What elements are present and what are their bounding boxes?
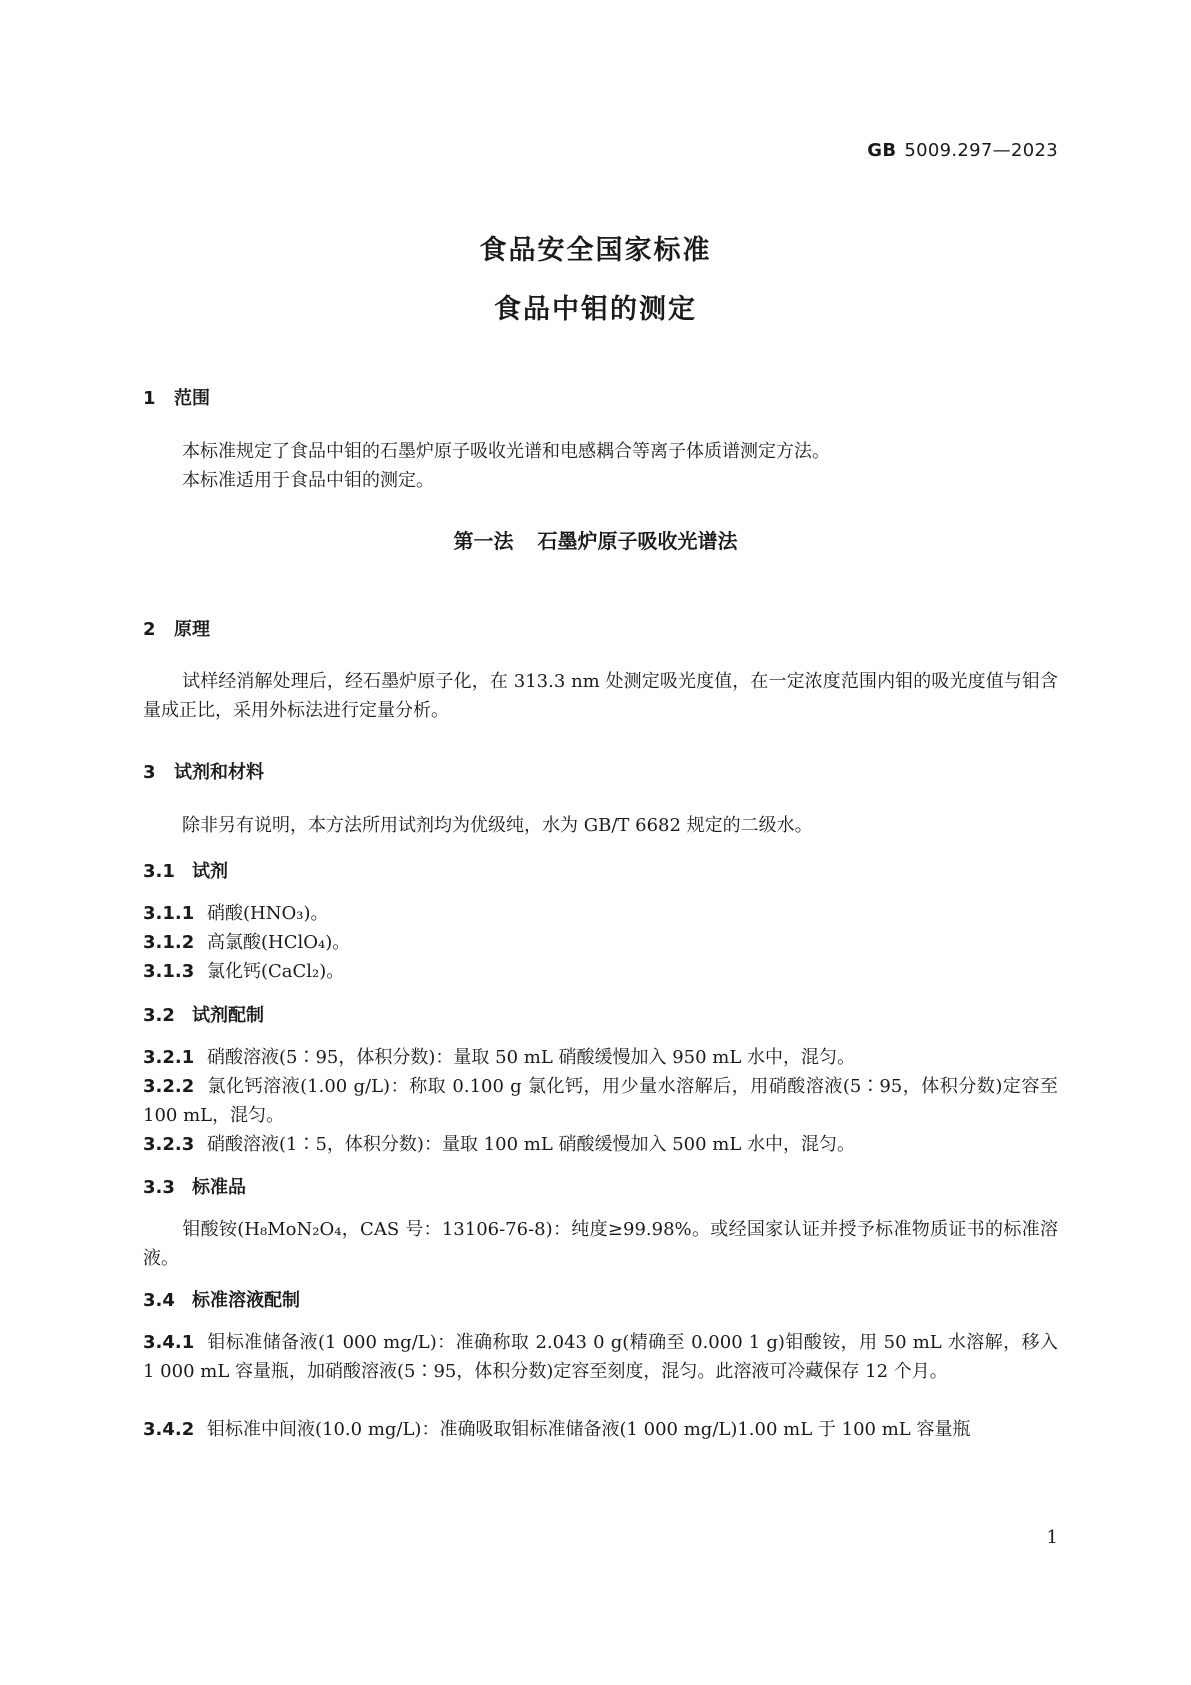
section-1-paragraph-2: 本标准适用于食品中钼的测定。 xyxy=(182,470,434,491)
section-number: 2 xyxy=(143,619,156,640)
section-number: 3.2 xyxy=(143,1005,175,1026)
section-3-2-heading xyxy=(143,1001,264,1027)
section-3-3-paragraph: 钼酸铵(H₈MoN₂O₄，CAS 号：13106-76-8)：纯度≥99.98%。或经国家认证并授予标准物质证书的标准溶液。 xyxy=(143,1219,1058,1269)
section-title: 范围 xyxy=(174,388,210,409)
section-3-1-heading xyxy=(143,857,228,883)
item-3-2-2: 3.2.2 氯化钙溶液(1.00 g/L)：称取 0.100 g 氯化钙，用少量水溶解后，用硝酸溶液(5∶95，体积分数)定容至 100 mL，混匀。 xyxy=(143,1076,1058,1126)
section-number: 3 xyxy=(143,762,156,783)
section-number: 3.4 xyxy=(143,1290,175,1311)
section-title: 试剂配制 xyxy=(192,1005,264,1026)
section-title: 标准品 xyxy=(192,1177,246,1198)
item-3-1-2: 3.1.2 高氯酸(HClO₄)。 xyxy=(143,932,351,953)
section-title: 试剂 xyxy=(192,861,228,882)
section-1-paragraph-1: 本标准规定了食品中钼的石墨炉原子吸收光谱和电感耦合等离子体质谱测定方法。 xyxy=(182,441,830,462)
standard-code xyxy=(867,140,1058,161)
method-label: 第一法 xyxy=(453,529,514,553)
section-2-heading xyxy=(143,615,210,641)
section-title: 原理 xyxy=(174,619,210,640)
method-title: 石墨炉原子吸收光谱法 xyxy=(537,529,738,553)
standard-prefix: GB xyxy=(867,140,897,161)
section-title: 标准溶液配制 xyxy=(192,1290,300,1311)
method-heading xyxy=(0,525,1191,554)
item-3-2-3: 3.2.3 硝酸溶液(1∶5，体积分数)：量取 100 mL 硝酸缓慢加入 500 mL 水中，混匀。 xyxy=(143,1134,856,1155)
section-number: 3.3 xyxy=(143,1177,175,1198)
item-3-1-1: 3.1.1 硝酸(HNO₃)。 xyxy=(143,903,329,924)
main-title: 食品安全国家标准 xyxy=(479,235,712,266)
section-1-heading xyxy=(143,384,210,410)
section-3-paragraph: 除非另有说明，本方法所用试剂均为优级纯，水为 GB/T 6682 规定的二级水。 xyxy=(182,815,813,836)
sub-title: 食品中钼的测定 xyxy=(494,294,697,325)
section-3-4-heading xyxy=(143,1286,300,1312)
section-title: 试剂和材料 xyxy=(174,762,264,783)
section-2-paragraph: 试样经消解处理后，经石墨炉原子化，在 313.3 nm 处测定吸光度值，在一定浓度范围内钼的吸光度值与钼含量成正比，采用外标法进行定量分析。 xyxy=(143,671,1058,721)
section-number: 1 xyxy=(143,388,156,409)
item-3-4-2: 3.4.2 钼标准中间液(10.0 mg/L)：准确吸取钼标准储备液(1 000 mg/L)1.00 mL 于 100 mL 容量瓶 xyxy=(143,1419,971,1440)
item-3-2-1: 3.2.1 硝酸溶液(5∶95，体积分数)：量取 50 mL 硝酸缓慢加入 950 mL 水中，混匀。 xyxy=(143,1047,856,1068)
section-number: 3.1 xyxy=(143,861,175,882)
page-number: 1 xyxy=(1046,1527,1058,1548)
standard-number: 5009.297—2023 xyxy=(904,140,1058,161)
section-3-heading xyxy=(143,758,264,784)
item-3-1-3: 3.1.3 氯化钙(CaCl₂)。 xyxy=(143,961,345,982)
item-3-4-1: 3.4.1 钼标准储备液(1 000 mg/L)：准确称取 2.043 0 g(精确至 0.000 1 g)钼酸铵，用 50 mL 水溶解，移入 1 000 mL 容量瓶，加硝酸溶液(5∶95，体积分数)定容至刻度，混匀。此溶液可冷藏保存 12 个月。 xyxy=(143,1332,1058,1382)
section-3-3-heading xyxy=(143,1173,246,1199)
